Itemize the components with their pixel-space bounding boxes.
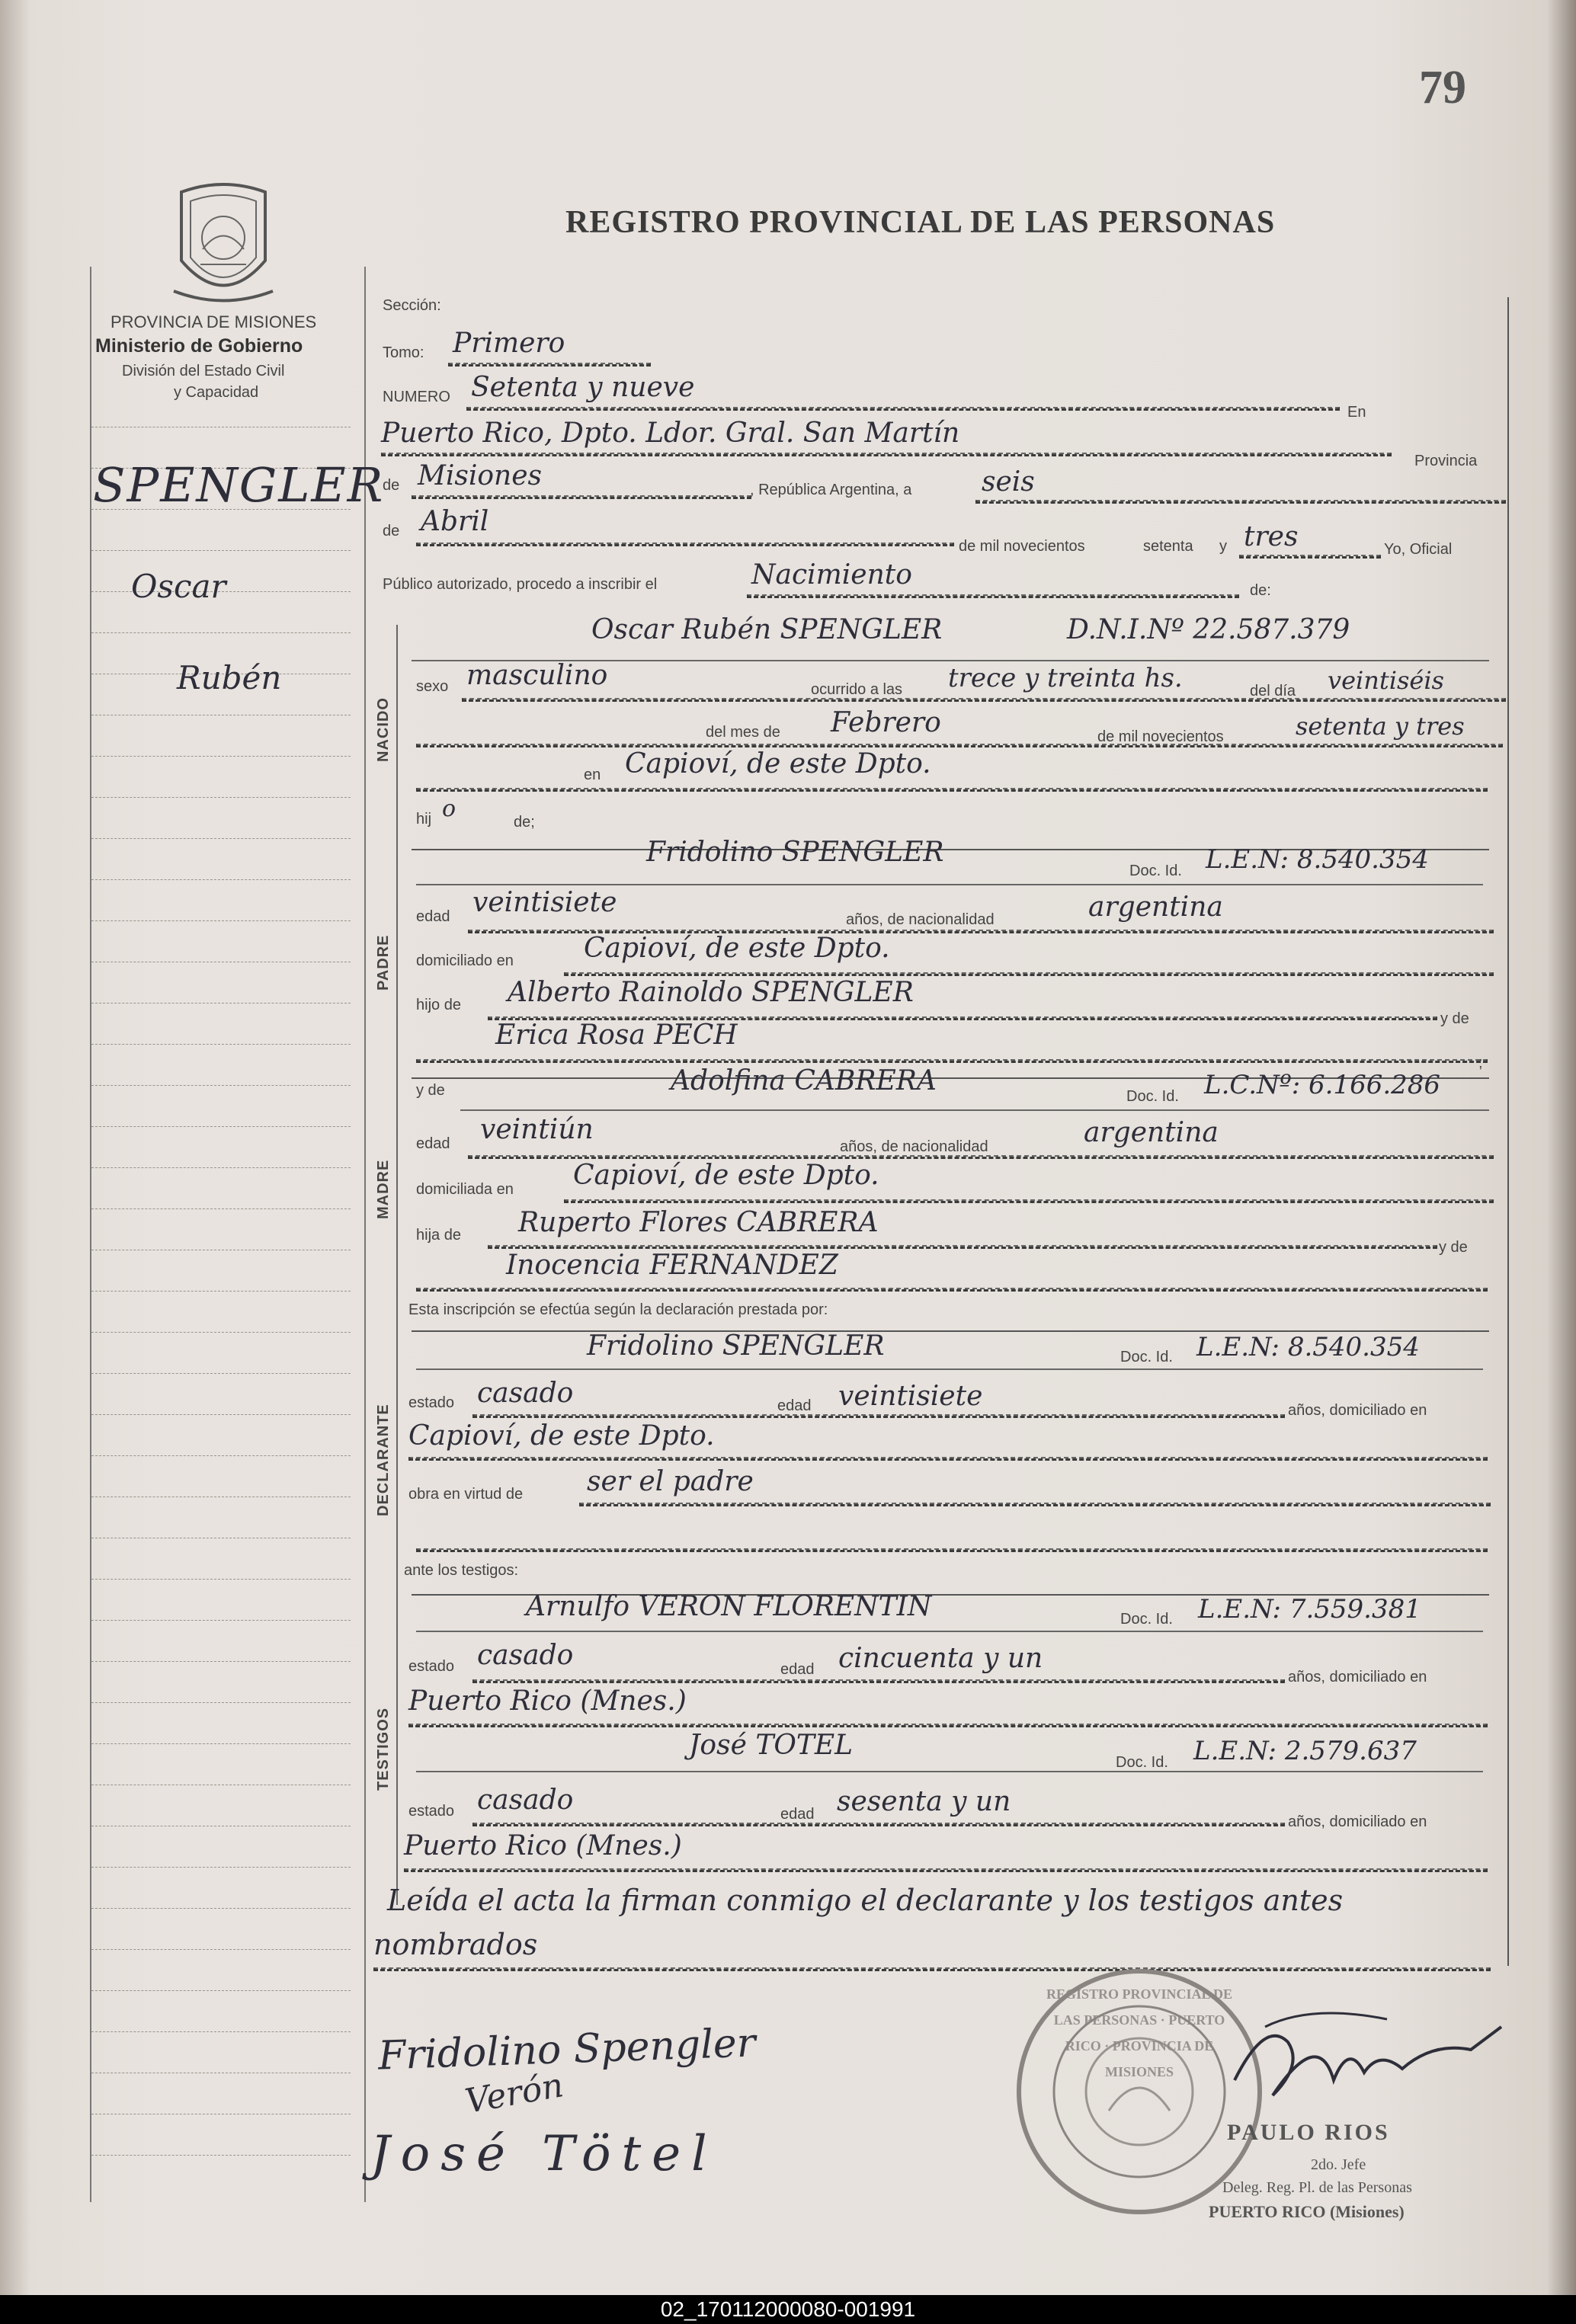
madre-anos-nac-label: años, de nacionalidad xyxy=(840,1138,988,1155)
margin-rule-line xyxy=(91,1332,351,1333)
declarante-line-5 xyxy=(416,1548,1488,1552)
tomo-line xyxy=(448,363,651,367)
closing-line xyxy=(373,1967,1491,1971)
margin-left-border xyxy=(90,267,91,2202)
en-label: En xyxy=(1347,404,1366,421)
mes-nac-value: Febrero xyxy=(831,707,941,738)
declarante-doc: L.E.N: 8.540.354 xyxy=(1196,1332,1420,1362)
official-role: 2do. Jefe xyxy=(1311,2156,1366,2173)
ministry-name: Ministerio de Gobierno xyxy=(95,335,303,357)
side-label-declarante: DECLARANTE xyxy=(375,1404,392,1516)
declarante-edad-label: edad xyxy=(777,1397,812,1414)
margin-rule-line xyxy=(91,1167,351,1168)
padre-padre: Alberto Rainoldo SPENGLER xyxy=(508,977,914,1008)
padre-dom-label: domiciliado en xyxy=(416,952,514,969)
madre-line-1 xyxy=(460,1109,1489,1111)
margin-rule-line xyxy=(91,879,351,880)
madre-edad: veintiún xyxy=(480,1114,594,1145)
declarante-estado-label: estado xyxy=(408,1394,455,1411)
provincia-line xyxy=(412,495,751,499)
y-label: y xyxy=(1219,538,1227,555)
province-name: PROVINCIA DE MISIONES xyxy=(111,312,317,331)
testigo2-estado-label: estado xyxy=(408,1803,455,1820)
padre-edad: veintisiete xyxy=(472,887,617,918)
province-seal-icon xyxy=(166,177,280,310)
declarante-line-3 xyxy=(408,1457,1488,1461)
testigo1-estado-label: estado xyxy=(408,1658,455,1675)
margin-rule-line xyxy=(91,1908,351,1909)
padre-domicilio: Capioví, de este Dpto. xyxy=(584,933,890,964)
margin-rule-line xyxy=(91,1044,351,1045)
tomo-label: Tomo: xyxy=(383,344,424,361)
yo-oficial-label: Yo, Oficial xyxy=(1384,541,1453,558)
hijo-suffix: o xyxy=(442,795,456,822)
ante-testigos-label: ante los testigos: xyxy=(404,1562,519,1579)
testigo2-edad-label: edad xyxy=(780,1806,815,1823)
mil-nov-label: de mil novecientos xyxy=(959,538,1085,555)
margin-rule-line xyxy=(91,1003,351,1004)
madre-doc-label: Doc. Id. xyxy=(1126,1088,1179,1105)
madre-line-2 xyxy=(468,1155,1494,1159)
ano-nac-value: setenta y tres xyxy=(1296,712,1465,741)
official-name: PAULO RIOS xyxy=(1227,2120,1390,2145)
madre-y-de-label-2: y de xyxy=(1439,1239,1468,1256)
esta-inscripcion-label: Esta inscripción se efectúa según la declaración prestada por: xyxy=(408,1301,828,1318)
del-dia-label: del día xyxy=(1250,683,1296,699)
declarante-line-2 xyxy=(472,1414,1285,1418)
margin-rule-line xyxy=(91,1990,351,1991)
de-colon-label: de: xyxy=(1250,582,1271,599)
lugar-value: Puerto Rico, Dpto. Ldor. Gral. San Martín xyxy=(381,418,960,449)
testigo1-line-3 xyxy=(408,1724,1488,1727)
padre-nacionalidad: argentina xyxy=(1088,892,1223,923)
nacido-doc: D.N.I.Nº 22.587.379 xyxy=(1067,614,1350,645)
hora-value: trece y treinta hs. xyxy=(948,663,1183,693)
official-signature-icon xyxy=(1219,1996,1509,2118)
closing-line-2: nombrados xyxy=(373,1928,538,1961)
madre-doc: L.C.Nº: 6.166.286 xyxy=(1204,1070,1441,1100)
mes-line xyxy=(416,543,954,546)
dia-nac-value: veintiséis xyxy=(1328,666,1444,695)
madre-y-de-label: y de xyxy=(416,1082,445,1099)
de-mil-nov-label: de mil novecientos xyxy=(1097,728,1224,745)
margin-first-name: Oscar xyxy=(131,568,226,605)
main-right-border xyxy=(1507,297,1509,1966)
testigo2-edad: sesenta y un xyxy=(837,1786,1011,1817)
margin-rule-line xyxy=(91,1702,351,1703)
padre-doc: L.E.N: 8.540.354 xyxy=(1206,844,1429,875)
margin-rule-line xyxy=(91,1126,351,1127)
margin-rule-line xyxy=(91,2155,351,2156)
madre-padre: Ruperto Flores CABRERA xyxy=(518,1207,879,1238)
padre-anos-nac-label: años, de nacionalidad xyxy=(846,911,995,928)
madre-nombre: Adolfina CABRERA xyxy=(671,1065,937,1096)
margin-rule-line xyxy=(91,1620,351,1621)
margin-rule-line xyxy=(91,797,351,798)
testigo1-line-1 xyxy=(416,1631,1483,1632)
dia-value: seis xyxy=(982,466,1035,498)
acto-value: Nacimiento xyxy=(751,559,912,591)
ocurrido-label: ocurrido a las xyxy=(811,681,903,698)
de-label: de xyxy=(383,477,400,494)
madre-dom-label: domiciliada en xyxy=(416,1181,514,1198)
page-number: 79 xyxy=(1419,62,1466,114)
mes-value: Abril xyxy=(421,506,489,537)
margin-rule-line xyxy=(91,1949,351,1950)
testigo1-doc: L.E.N: 7.559.381 xyxy=(1198,1594,1421,1625)
testigo2-domicilio: Puerto Rico (Mnes.) xyxy=(404,1830,682,1861)
del-mes-label: del mes de xyxy=(706,724,780,741)
margin-rule-line xyxy=(91,1867,351,1868)
mes-nac-line xyxy=(416,744,1503,747)
madre-line-5 xyxy=(416,1288,1488,1292)
testigo2-nombre: José TOTEL xyxy=(689,1730,854,1761)
padre-line-3 xyxy=(564,972,1494,976)
signature-testigo-2: José Tötel xyxy=(370,2126,718,2182)
acto-line xyxy=(747,594,1239,598)
margin-rule-line xyxy=(91,1208,351,1209)
margin-rule-line xyxy=(91,756,351,757)
madre-madre: Inocencia FERNANDEZ xyxy=(506,1250,838,1281)
margin-right-border xyxy=(364,267,366,2202)
testigo1-estado: casado xyxy=(477,1640,574,1671)
padre-semicolon: ; xyxy=(1478,1055,1483,1071)
padre-line-1 xyxy=(416,884,1483,885)
margin-rule-line xyxy=(91,1661,351,1662)
margin-rule-line xyxy=(91,1455,351,1456)
de-semi-label: de; xyxy=(514,814,535,831)
official-office: Deleg. Reg. Pl. de las Personas xyxy=(1222,2179,1412,2196)
signature-declarante: Fridolino Spengler xyxy=(377,2020,757,2079)
ano-unit-value: tres xyxy=(1244,521,1299,552)
padre-madre: Erica Rosa PECH xyxy=(495,1020,738,1051)
testigo1-anos-dom-label: años, domiciliado en xyxy=(1288,1669,1427,1685)
section-left-border xyxy=(396,625,398,1905)
margin-rule-line xyxy=(91,550,351,551)
lugar-line xyxy=(381,453,1392,456)
declarante-domicilio: Capioví, de este Dpto. xyxy=(408,1420,715,1452)
margin-rule-line xyxy=(91,1291,351,1292)
declarante-doc-label: Doc. Id. xyxy=(1120,1349,1173,1365)
provincia-label: Provincia xyxy=(1414,453,1478,469)
testigo1-line-2 xyxy=(472,1679,1285,1683)
closing-line-1: Leída el acta la firman conmigo el declarante y los testigos antes xyxy=(387,1884,1344,1917)
margin-surname: SPENGLER xyxy=(93,457,385,513)
margin-rule-line xyxy=(91,2031,351,2032)
declarante-edad: veintisiete xyxy=(838,1381,983,1412)
declarante-line-1 xyxy=(416,1368,1483,1370)
declarante-anos-dom-label: años, domiciliado en xyxy=(1288,1402,1427,1419)
official-place: PUERTO RICO (Misiones) xyxy=(1209,2202,1405,2221)
publico-label: Público autorizado, procedo a inscribir el xyxy=(383,576,658,593)
sexo-line xyxy=(462,698,1506,702)
de-label-2: de xyxy=(383,523,400,539)
madre-nacionalidad: argentina xyxy=(1084,1117,1219,1148)
side-label-nacido: NACIDO xyxy=(375,697,392,762)
en-nac-label: en xyxy=(584,767,601,783)
testigo2-anos-dom-label: años, domiciliado en xyxy=(1288,1813,1427,1830)
declarante-nombre: Fridolino SPENGLER xyxy=(587,1330,885,1362)
testigo2-line-2 xyxy=(472,1823,1285,1826)
dia-line xyxy=(975,500,1506,504)
lugar-nac-value: Capioví, de este Dpto. xyxy=(625,748,931,779)
declarante-estado: casado xyxy=(477,1378,574,1409)
padre-nombre: Fridolino SPENGLER xyxy=(646,837,944,868)
padre-edad-label: edad xyxy=(416,908,450,925)
testigo1-domicilio: Puerto Rico (Mnes.) xyxy=(408,1685,687,1717)
declarante-line-4 xyxy=(579,1503,1491,1506)
numero-line xyxy=(466,407,1340,411)
side-label-testigos: TESTIGOS xyxy=(375,1707,392,1791)
margin-rule-line xyxy=(91,1085,351,1086)
seccion-label: Sección: xyxy=(383,297,441,314)
testigo1-edad: cincuenta y un xyxy=(838,1643,1043,1674)
signature-testigo-1: Verón xyxy=(462,2066,567,2121)
madre-domicilio: Capioví, de este Dpto. xyxy=(573,1160,879,1191)
provincia-value: Misiones xyxy=(418,460,543,491)
testigo1-doc-label: Doc. Id. xyxy=(1120,1611,1173,1628)
margin-rule-line xyxy=(91,1743,351,1744)
margin-rule-line xyxy=(91,920,351,921)
numero-label: NUMERO xyxy=(383,389,450,405)
nacido-nombre: Oscar Rubén SPENGLER xyxy=(591,614,943,645)
document-title: REGISTRO PROVINCIAL DE LAS PERSONAS xyxy=(565,205,1276,240)
testigo2-line-3 xyxy=(404,1868,1488,1872)
testigo1-nombre: Arnulfo VERON FLORENTIN xyxy=(526,1591,932,1622)
madre-line-3 xyxy=(564,1199,1494,1203)
ano-decade: setenta xyxy=(1143,538,1193,555)
testigo2-doc: L.E.N: 2.579.637 xyxy=(1193,1736,1417,1766)
declarante-obra: ser el padre xyxy=(587,1466,754,1497)
testigo2-doc-label: Doc. Id. xyxy=(1116,1754,1168,1771)
testigo1-edad-label: edad xyxy=(780,1661,815,1678)
side-label-padre: PADRE xyxy=(375,934,392,991)
madre-edad-label: edad xyxy=(416,1135,450,1152)
padre-line-5 xyxy=(416,1059,1488,1063)
testigo2-estado: casado xyxy=(477,1785,574,1816)
republica-label: , República Argentina, a xyxy=(750,482,912,498)
tomo-value: Primero xyxy=(453,328,565,359)
margin-rule-line xyxy=(91,838,351,839)
round-stamp-text: REGISTRO PROVINCIAL DE LAS PERSONAS · PUERTO RICO · PROVINCIA DE MISIONES xyxy=(1046,1986,1233,2079)
padre-y-de-label: y de xyxy=(1440,1010,1469,1027)
madre-hija-de-label: hija de xyxy=(416,1227,461,1244)
margin-rule-line xyxy=(91,632,351,633)
footer-caption: 02_170112000080-001991 xyxy=(0,2295,1576,2324)
ano-line xyxy=(1239,555,1381,559)
declarante-obra-label: obra en virtud de xyxy=(408,1486,524,1503)
division-name: División del Estado Civil xyxy=(122,363,285,379)
padre-hijo-de-label: hijo de xyxy=(416,997,461,1013)
testigo2-line-1 xyxy=(416,1771,1483,1772)
sexo-label: sexo xyxy=(416,678,449,695)
margin-rule-line xyxy=(91,1373,351,1374)
hij-label: hij xyxy=(416,811,432,827)
margin-rule-line xyxy=(91,1579,351,1580)
division-name-2: y Capacidad xyxy=(174,384,259,401)
margin-rule-line xyxy=(91,1414,351,1415)
sexo-value: masculino xyxy=(466,660,608,691)
padre-doc-label: Doc. Id. xyxy=(1129,863,1182,879)
numero-value: Setenta y nueve xyxy=(471,372,695,403)
lugar-nac-line xyxy=(416,788,1488,792)
side-label-madre: MADRE xyxy=(375,1159,392,1219)
madre-line-4 xyxy=(488,1245,1437,1249)
margin-second-name: Rubén xyxy=(177,659,282,696)
